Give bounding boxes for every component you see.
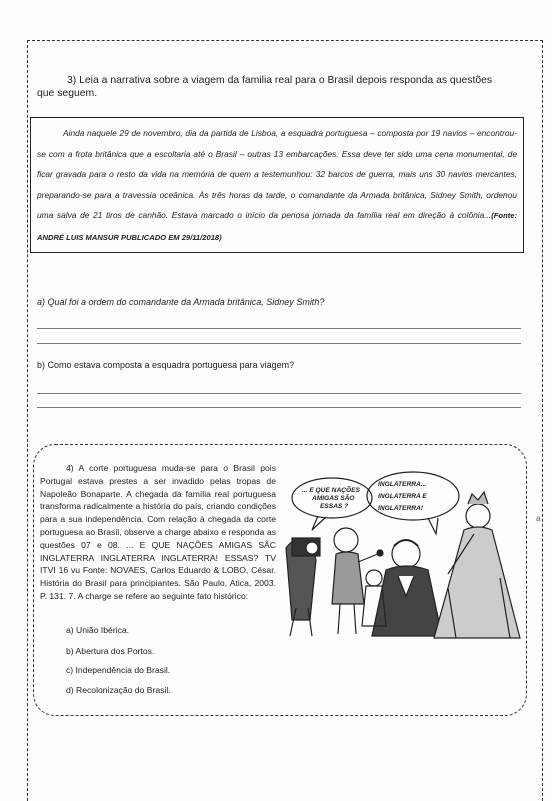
question-3a: a) Qual foi a ordem do comandante da Armada britânica, Sidney Smith? [37,297,325,307]
option-a[interactable]: a) União Ibérica. [66,625,130,635]
question-3-title: 3) Leia a narrativa sobre a viagem da familia real para o Brasil depois responda as questões que seguem. [37,75,493,99]
speech-bubble-right-line-2: INGLATERRA E [378,493,427,500]
speech-bubble-left-line-1: ... E QUE NAÇÕES [302,487,360,494]
margin-mark: a [536,514,541,523]
excerpt-box [30,117,524,253]
answer-line[interactable] [37,393,521,394]
speech-bubble-left-line-3: ESSAS ? [320,503,349,510]
question-4-text: 4) A corte portuguesa muda-se para o Brasil pois Portugal estava prestes a ser invadido pelas tropas de Napoleão Bonaparte. A chegada da família real portuguesa transforma radicalmente a história do país, criando condições para a sua independência. Com relação à chegada da corte portuguesa ao Brasil, observe a charge abaixo e responda as questões 07 e 08. ... E QUE NAÇÕES AMIGAS SÃC INGLATERRA INGLATERRA INGLATERRA! ESSAS? TV ITVI 16 vu Fonte: NOVAES, Carlos Eduardo & LOBO, César. História do Brasil para principiantes. São Paulo, Atica, 2003. P. 131. 7. A charge se refere ao seguinte fato histórico: [40,463,276,601]
speech-bubble-right-line-3: INGLATERRA! [378,505,423,512]
speech-bubble-right-line-1: INGLATERRA... [378,481,427,488]
option-c[interactable]: c) Independência do Brasil. [66,665,171,675]
excerpt-source: (Fonte: ANDRÉ LUIS MANSUR PUBLICADO EM 29/11/2018) [37,211,517,242]
answer-line[interactable] [37,343,521,344]
excerpt-text: Ainda naquele 29 de novembro, dia da partida de Lisboa, a esquadra portuguesa – composta por 19 navios – encontrou-se com a frota britânica que a escoltaria até o Brasil – outras 13 embarcações. Essa deve ter sido uma cena monumental, de ficar gravada para o resto da vida na memória de quem a testemunhou: 32 barcos de guerra, mais uns 30 navios mercantes, preparando-se para a travessia oceânica. Às três horas da tarde, o comandante da Armada britânica, Sidney Smith, ordenou uma salva de 21 tiros de canhão. Estava marcado o início da penosa jornada da família real em direção à colônia... [37,128,517,220]
option-b[interactable]: b) Abertura dos Portos. [66,646,155,656]
option-d[interactable]: d) Recolonização do Brasil. [66,685,171,695]
speech-bubble-left-line-2: AMIGAS SÃO [312,495,355,502]
question-3b: b) Como estava composta a esquadra portuguesa para viagem? [37,360,295,370]
answer-line[interactable] [37,328,521,329]
political-cartoon [278,458,524,642]
answer-line[interactable] [37,407,521,408]
